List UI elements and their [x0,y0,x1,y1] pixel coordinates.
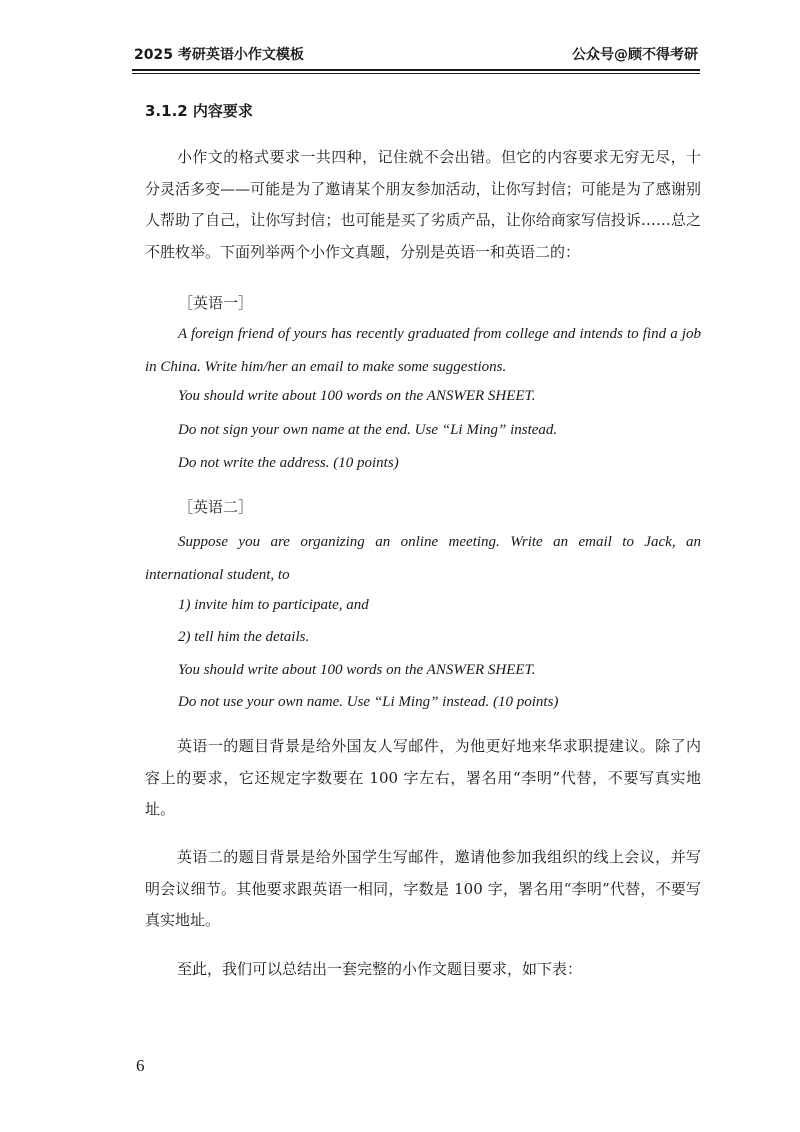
english-two-task: 2) tell him the details. [178,629,310,645]
english-one-requirement: Do not write the address. (10 points) [178,455,399,471]
english-one-prompt: A foreign friend of yours has recently graduated from college and intends to find a job in China. Write him/her an email to make some suggestions. [145,326,701,375]
english-two-requirement: Do not use your own name. Use “Li Ming” instead. (10 points) [178,694,559,710]
conclusion-paragraph: 至此，我们可以总结出一套完整的小作文题目要求，如下表： [177,960,583,978]
section-title: 3.1.2 内容要求 [145,102,253,120]
running-header [132,42,700,68]
english-two-label: ［英语二］ [178,498,254,516]
page-number: 6 [136,1056,145,1075]
english-two-task: 1) invite him to participate, and [178,597,369,613]
analysis-english-two: 英语二的题目背景是给外国学生写邮件，邀请他参加我组织的线上会议，并写明会议细节。其他要求跟英语一相同，字数是 100 字，署名用“李明”代替，不要写真实地址。 [145,848,701,929]
header-rule-thick [132,69,700,71]
analysis-english-one: 英语一的题目背景是给外国友人写邮件，为他更好地来华求职提建议。除了内容上的要求，它还规定字数要在 100 字左右，署名用“李明”代替，不要写真实地址。 [145,737,701,818]
intro-paragraph: 小作文的格式要求一共四种，记住就不会出错。但它的内容要求无穷无尽，十分灵活多变——可能是为了邀请某个朋友参加活动，让你写封信；可能是为了感谢别人帮助了自己，让你写封信；也可能是买了劣质产品，让你给商家写信投诉……总之不胜枚举。下面列举两个小作文真题，分别是英语一和英语二的： [145,148,701,261]
english-one-requirement: You should write about 100 words on the ANSWER SHEET. [178,388,536,404]
header-source: 公众号@顾不得考研 [572,47,698,63]
english-two-prompt: Suppose you are organizing an online meeting. Write an email to Jack, an international student, to [145,534,701,583]
header-rule-thin [132,73,700,74]
english-one-requirement: Do not sign your own name at the end. Use “Li Ming” instead. [178,422,558,438]
header-title: 2025 考研英语小作文模板 [134,47,304,63]
english-one-label: ［英语一］ [178,294,254,312]
english-two-requirement: You should write about 100 words on the ANSWER SHEET. [178,662,536,678]
